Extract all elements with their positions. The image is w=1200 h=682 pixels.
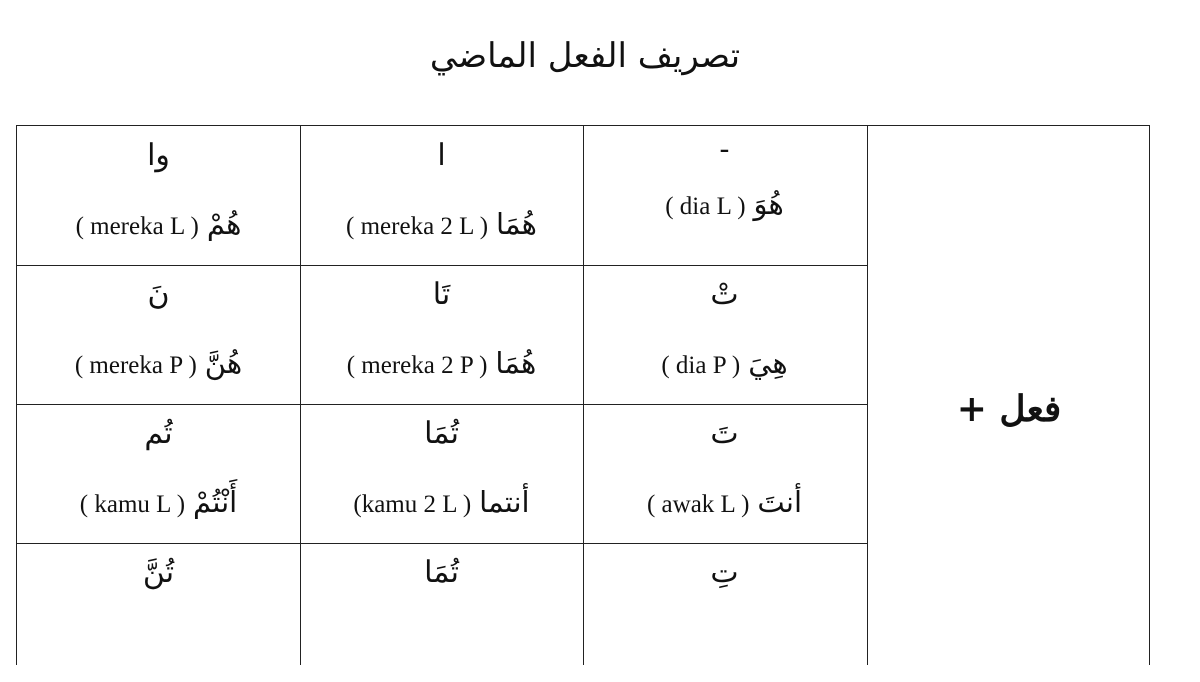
table-cell — [583, 126, 866, 265]
table-cell — [583, 543, 866, 682]
table-cell — [300, 404, 583, 543]
pronoun-meaning: ( mereka L ) — [75, 213, 199, 240]
arabic-pronoun: أنتما — [479, 485, 530, 519]
table-cell — [300, 126, 583, 265]
table-cell — [17, 543, 300, 682]
pronoun-meaning: ( mereka P ) — [74, 352, 197, 379]
pronoun-meaning: ( mereka 2 P ) — [346, 352, 488, 379]
pronoun-line — [583, 188, 866, 223]
pronoun-line — [583, 347, 866, 382]
suffix-text: تُنَّ — [142, 555, 175, 590]
pronoun-meaning: (kamu 2 L ) — [353, 491, 472, 518]
pronoun-line — [17, 208, 300, 243]
pronoun-meaning: ( mereka 2 L ) — [346, 213, 489, 240]
suffix-text: تْ — [710, 277, 739, 312]
table-cell — [300, 543, 583, 682]
pronoun-line — [17, 486, 300, 521]
pronoun-meaning: ( dia L ) — [665, 193, 746, 220]
suffix-text: تَا — [432, 277, 451, 312]
arabic-pronoun: هُوَ — [753, 187, 784, 221]
table-cell — [17, 404, 300, 543]
table-cell — [17, 265, 300, 404]
suffix-text: - — [719, 132, 730, 167]
suffix-text: تِ — [710, 555, 739, 590]
pronoun-line — [300, 347, 583, 382]
suffix-text: وا — [147, 138, 170, 173]
suffix-text: نَ — [147, 277, 170, 312]
pronoun-line — [300, 486, 583, 521]
pronoun-meaning: ( kamu L ) — [79, 491, 186, 518]
suffix-text: تُم — [144, 416, 173, 451]
pronoun-meaning: ( awak L ) — [646, 491, 750, 518]
arabic-pronoun: أَنْتُمْ — [193, 485, 238, 519]
arabic-pronoun: أنتَ — [757, 485, 803, 519]
suffix-text: تُمَا — [424, 416, 459, 451]
table-cell — [583, 265, 866, 404]
arabic-pronoun: هِيَ — [748, 346, 788, 380]
conjugation-table — [16, 125, 1150, 665]
verb-plus-label: فعل + — [956, 388, 1062, 430]
suffix-text: تُمَا — [424, 555, 459, 590]
pronoun-line — [583, 486, 866, 521]
suffix-text: ا — [437, 138, 446, 173]
table-cell — [300, 265, 583, 404]
table-cell — [17, 126, 300, 265]
page-title: تصريف الفعل الماضي — [429, 36, 741, 76]
pronoun-meaning: ( dia P ) — [661, 352, 741, 379]
arabic-pronoun: هُمْ — [206, 207, 242, 241]
arabic-pronoun: هُنَّ — [204, 346, 243, 380]
pronoun-line — [300, 208, 583, 243]
suffix-text: تَ — [710, 416, 739, 451]
arabic-pronoun: هُمَا — [495, 346, 537, 380]
pronoun-line — [17, 347, 300, 382]
table-cell — [583, 404, 866, 543]
arabic-pronoun: هُمَا — [496, 207, 537, 241]
